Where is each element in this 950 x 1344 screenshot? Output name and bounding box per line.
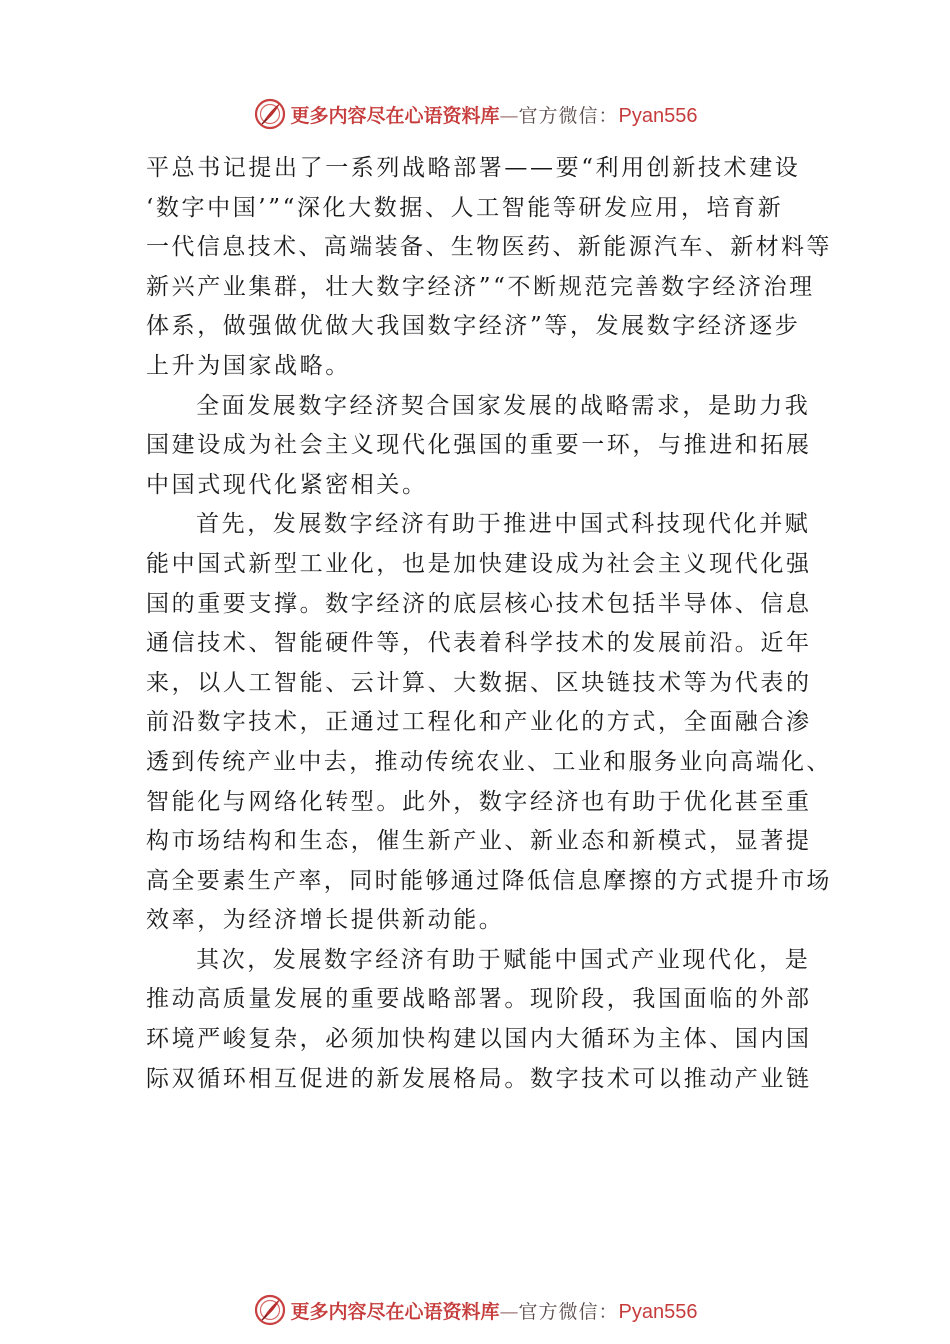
text-line: 智能化与网络化转型。此外，数字经济也有助于优化甚至重 — [146, 788, 812, 815]
watermark-wechat-label: 官方微信： — [518, 104, 619, 127]
watermark-wechat-id: Pyan556 — [618, 104, 698, 127]
watermark-separator: — — [499, 1300, 519, 1323]
paragraph-first-line: 其次，发展数字经济有助于赋能中国式产业现代化，是 — [196, 946, 811, 973]
watermark-brand: 更多内容尽在心语资料库 — [290, 1300, 500, 1323]
text-line: 构市场结构和生态，催生新产业、新业态和新模式，显著提 — [146, 828, 812, 855]
footer-watermark — [0, 1288, 950, 1332]
paragraph-first-line: 首先，发展数字经济有助于推进中国式科技现代化并赋 — [196, 511, 811, 538]
text-line: 来，以人工智能、云计算、大数据、区块链技术等为代表的 — [146, 669, 812, 696]
watermark-text — [291, 1297, 698, 1324]
text-line: 透到传统产业中去，推动传统农业、工业和服务业向高端化、 — [146, 748, 832, 775]
text-line: 新兴产业集群，壮大数字经济”“不断规范完善数字经济治理 — [146, 273, 815, 300]
text-line: 一代信息技术、高端装备、生物医药、新能源汽车、新材料等 — [146, 234, 832, 261]
watermark-wechat-label: 官方微信： — [518, 1300, 619, 1323]
text-line: 能中国式新型工业化，也是加快建设成为社会主义现代化强 — [146, 550, 812, 577]
text-line: 国的重要支撑。数字经济的底层核心技术包括半导体、信息 — [146, 590, 812, 617]
header-watermark — [0, 92, 950, 136]
watermark-text — [291, 101, 698, 128]
watermark-wechat-id: Pyan556 — [618, 1300, 698, 1323]
text-line: 通信技术、智能硬件等，代表着科学技术的发展前沿。近年 — [146, 630, 812, 657]
watermark-brand: 更多内容尽在心语资料库 — [290, 104, 500, 127]
watermark-separator: — — [499, 104, 519, 127]
text-line: 上升为国家战略。 — [146, 352, 351, 379]
text-line: 环境严峻复杂，必须加快构建以国内大循环为主体、国内国 — [146, 1026, 812, 1053]
text-line: 际双循环相互促进的新发展格局。数字技术可以推动产业链 — [146, 1065, 812, 1092]
quill-logo-icon — [253, 1293, 287, 1327]
paragraph-first-line: 全面发展数字经济契合国家发展的战略需求，是助力我 — [196, 392, 811, 419]
text-line: 平总书记提出了一系列战略部署——要“利用创新技术建设 — [146, 155, 801, 181]
text-line: 国建设成为社会主义现代化强国的重要一环，与推进和拓展 — [146, 432, 812, 459]
text-line: 中国式现代化紧密相关。 — [146, 471, 428, 498]
text-line: 效率，为经济增长提供新动能。 — [146, 907, 505, 934]
text-line: 前沿数字技术，正通过工程化和产业化的方式，全面融合渗 — [146, 709, 812, 736]
document-body — [146, 149, 836, 1099]
text-line: ‘数字中国’”“深化大数据、人工智能等研发应用，培育新 — [146, 194, 784, 221]
quill-logo-icon — [253, 97, 287, 131]
text-line: 体系，做强做优做大我国数字经济”等，发展数字经济逐步 — [146, 313, 801, 340]
text-line: 高全要素生产率，同时能够通过降低信息摩擦的方式提升市场 — [146, 867, 832, 894]
text-line: 推动高质量发展的重要战略部署。现阶段，我国面临的外部 — [146, 986, 812, 1013]
